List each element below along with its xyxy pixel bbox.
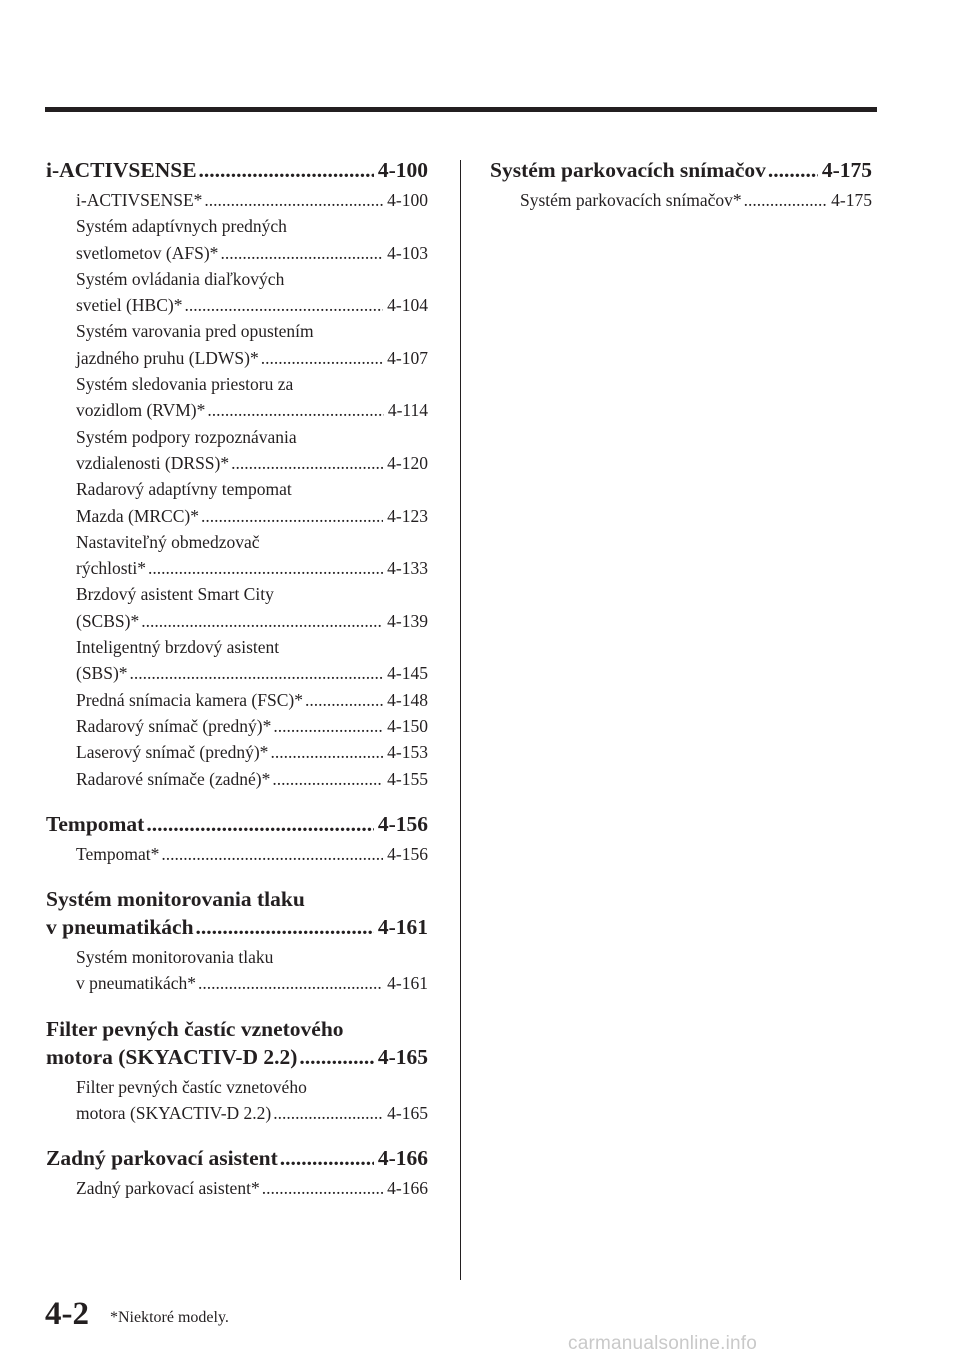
- toc-entry-line: [76, 187, 428, 213]
- toc-section: [46, 1015, 428, 1127]
- subentry-list: [76, 944, 428, 997]
- toc-entry-page: 4-104: [387, 295, 428, 316]
- toc-section: [490, 156, 872, 213]
- column-divider: [460, 160, 461, 1280]
- subentry-list: [76, 841, 428, 867]
- section-heading-text: motora (SKYACTIV-D 2.2): [46, 1044, 298, 1069]
- toc-entry-page: 4-175: [831, 190, 872, 210]
- toc-entry[interactable]: [76, 213, 428, 266]
- toc-entry[interactable]: [76, 187, 428, 213]
- dot-leader: [194, 913, 374, 941]
- toc-entry-text: Systém adaptívnych predných: [76, 216, 287, 237]
- toc-entry-page: 4-156: [387, 843, 428, 864]
- toc-entry-line: [76, 687, 428, 713]
- section-heading[interactable]: [46, 885, 428, 941]
- toc-entry-text: Systém sledovania priestoru za: [76, 374, 294, 395]
- toc-entry-page: 4-107: [387, 347, 428, 368]
- toc-entry-line: [76, 318, 428, 344]
- toc-entry[interactable]: [76, 634, 428, 687]
- section-heading-line: [46, 1144, 428, 1172]
- toc-entry-page: 4-133: [387, 558, 428, 579]
- toc-entry-line: [76, 213, 428, 239]
- toc-section: [46, 156, 428, 792]
- toc-entry-page: 4-114: [387, 400, 428, 421]
- toc-entry-text: (SCBS)*: [76, 610, 140, 631]
- toc-entry-text: Zadný parkovací asistent*: [76, 1178, 260, 1199]
- toc-entry-text: Tempomat*: [76, 843, 160, 864]
- top-rule: [45, 107, 877, 112]
- toc-entry-text: Radarový adaptívny tempomat: [76, 479, 292, 500]
- dot-leader: [196, 970, 383, 996]
- dot-leader: [144, 810, 373, 838]
- footnote: *Niektoré modely.: [110, 1309, 229, 1326]
- toc-entry-page: 4-150: [387, 715, 428, 736]
- toc-entry-page: 4-155: [387, 768, 428, 789]
- section-heading-page: 4-165: [377, 1044, 428, 1069]
- toc-entry[interactable]: [76, 944, 428, 997]
- dot-leader: [271, 1100, 383, 1126]
- toc-entry[interactable]: [76, 424, 428, 477]
- dot-leader: [128, 660, 384, 686]
- toc-entry-line: [76, 713, 428, 739]
- dot-leader: [139, 608, 383, 634]
- section-heading-line: [490, 156, 872, 184]
- toc-entry-text: Predná snímacia kamera (FSC)*: [76, 689, 303, 710]
- toc-entry-line: [76, 944, 428, 970]
- watermark: carmanualsonline.info: [568, 1333, 758, 1354]
- dot-leader: [297, 1043, 373, 1071]
- section-heading-text: Tempomat: [46, 811, 145, 836]
- section-heading-text: v pneumatikách: [46, 915, 194, 940]
- section-heading-line: [46, 1043, 428, 1071]
- toc-entry-text: Filter pevných častíc vznetového: [76, 1076, 307, 1097]
- toc-entry-text: i-ACTIVSENSE*: [76, 190, 203, 210]
- toc-entry[interactable]: [76, 318, 428, 371]
- toc-entry-page: 4-148: [387, 689, 428, 710]
- toc-entry-page: 4-165: [387, 1103, 428, 1124]
- toc-entry[interactable]: [76, 1074, 428, 1127]
- dot-leader: [260, 1175, 383, 1201]
- toc-entry-page: 4-100: [387, 190, 428, 210]
- toc-entry-text: svetlometov (AFS)*: [76, 242, 219, 263]
- section-heading[interactable]: [46, 156, 428, 184]
- dot-leader: [159, 841, 383, 867]
- toc-right-column: [490, 156, 872, 213]
- section-heading-line: [46, 810, 428, 838]
- toc-entry-text: Inteligentný brzdový asistent: [76, 637, 280, 658]
- section-heading-line: [46, 156, 428, 184]
- toc-entry-page: 4-161: [387, 973, 428, 994]
- toc-entry-line: [76, 555, 428, 581]
- section-heading[interactable]: [46, 1144, 428, 1172]
- toc-entry-text: Radarový snímač (predný)*: [76, 715, 272, 736]
- toc-entry-line: [76, 1175, 428, 1201]
- dot-leader: [259, 345, 383, 371]
- dot-leader: [303, 687, 383, 713]
- toc-entry[interactable]: [76, 266, 428, 319]
- toc-entry-text: Systém parkovacích snímačov*: [520, 190, 742, 210]
- dot-leader: [199, 503, 383, 529]
- section-heading-page: 4-100: [377, 158, 428, 182]
- section-heading-text: Systém monitorovania tlaku: [46, 887, 305, 912]
- toc-entry-text: motora (SKYACTIV-D 2.2): [76, 1103, 272, 1124]
- dot-leader: [270, 766, 383, 792]
- dot-leader: [271, 713, 383, 739]
- toc-entry-text: Systém podpory rozpoznávania: [76, 426, 297, 447]
- toc-entry-line: [76, 581, 428, 607]
- toc-entry-line: [76, 503, 428, 529]
- section-heading-page: 4-166: [377, 1146, 428, 1171]
- dot-leader: [146, 555, 383, 581]
- toc-entry-text: v pneumatikách*: [76, 973, 197, 994]
- section-heading-line: [46, 885, 428, 913]
- toc-entry-page: 4-103: [387, 242, 428, 263]
- toc-entry-page: 4-166: [387, 1178, 428, 1199]
- toc-entry-page: 4-139: [387, 610, 428, 631]
- section-heading-text: Zadný parkovací asistent: [46, 1146, 278, 1171]
- toc-entry-text: (SBS)*: [76, 663, 128, 684]
- toc-entry-text: vzdialenosti (DRSS)*: [76, 452, 230, 473]
- toc-entry-line: [76, 450, 428, 476]
- toc-entry-line: [76, 529, 428, 555]
- toc-entry[interactable]: [76, 371, 428, 424]
- toc-entry[interactable]: [76, 581, 428, 634]
- toc-entry-line: [76, 476, 428, 502]
- section-heading-line: [46, 1015, 428, 1043]
- dot-leader: [218, 240, 383, 266]
- subentry-list: [520, 187, 872, 213]
- toc-entry-page: 4-123: [387, 505, 428, 526]
- toc-entry-line: [76, 1100, 428, 1126]
- toc-entry-line: [76, 345, 428, 371]
- toc-entry-text: Systém varovania pred opustením: [76, 321, 314, 342]
- toc-entry-text: Mazda (MRCC)*: [76, 505, 199, 526]
- toc-entry-text: rýchlosti*: [76, 558, 146, 579]
- subentry-list: [76, 1074, 428, 1127]
- dot-leader: [766, 156, 818, 184]
- section-heading-text: Systém parkovacích snímačov: [490, 158, 766, 182]
- dot-leader: [268, 739, 383, 765]
- dot-leader: [205, 397, 383, 423]
- dot-leader: [202, 187, 383, 213]
- toc-entry-text: svetiel (HBC)*: [76, 295, 183, 316]
- section-heading[interactable]: [46, 1015, 428, 1071]
- toc-entry-line: [76, 424, 428, 450]
- toc-entry-text: Nastaviteľný obmedzovač: [76, 531, 260, 552]
- dot-leader: [197, 156, 374, 184]
- toc-entry-line: [76, 970, 428, 996]
- toc-entry[interactable]: [76, 476, 428, 529]
- toc-entry-text: vozidlom (RVM)*: [76, 400, 206, 421]
- section-heading[interactable]: [46, 810, 428, 838]
- toc-section: [46, 810, 428, 867]
- dot-leader: [742, 187, 828, 213]
- toc-entry[interactable]: [76, 687, 428, 713]
- toc-entry-text: Systém monitorovania tlaku: [76, 947, 274, 968]
- toc-entry-line: [76, 292, 428, 318]
- section-heading-page: 4-161: [377, 915, 428, 940]
- toc-left-column: [46, 156, 428, 1202]
- page-number: 4-2: [45, 1296, 89, 1332]
- section-heading-line: [46, 913, 428, 941]
- subentry-list: [76, 1175, 428, 1201]
- toc-entry-line: [76, 739, 428, 765]
- toc-entry[interactable]: [76, 713, 428, 739]
- dot-leader: [278, 1144, 374, 1172]
- toc-entry-text: jazdného pruhu (LDWS)*: [76, 347, 259, 368]
- toc-entry-line: [76, 841, 428, 867]
- toc-entry-line: [520, 187, 872, 213]
- toc-entry[interactable]: [76, 1175, 428, 1201]
- toc-section: [46, 885, 428, 997]
- section-heading-page: 4-156: [377, 811, 428, 836]
- toc-entry-line: [76, 660, 428, 686]
- toc-entry-line: [76, 766, 428, 792]
- toc-entry-line: [76, 240, 428, 266]
- toc-entry[interactable]: [76, 766, 428, 792]
- section-heading-page: 4-175: [821, 158, 872, 182]
- section-heading-text: Filter pevných častíc vznetového: [46, 1016, 344, 1041]
- toc-entry-line: [76, 371, 428, 397]
- section-heading[interactable]: [490, 156, 872, 184]
- toc-entry-line: [76, 634, 428, 660]
- toc-entry[interactable]: [76, 841, 428, 867]
- toc-entry[interactable]: [76, 739, 428, 765]
- toc-entry-text: Systém ovládania diaľkových: [76, 268, 285, 289]
- toc-entry-page: 4-153: [387, 742, 428, 763]
- subentry-list: [76, 187, 428, 792]
- toc-entry-line: [76, 266, 428, 292]
- dot-leader: [182, 292, 383, 318]
- toc-entry-text: Laserový snímač (predný)*: [76, 742, 269, 763]
- dot-leader: [229, 450, 383, 476]
- toc-entry-page: 4-145: [387, 663, 428, 684]
- toc-section: [46, 1144, 428, 1201]
- toc-entry-text: Radarové snímače (zadné)*: [76, 768, 271, 789]
- toc-entry-text: Brzdový asistent Smart City: [76, 584, 274, 605]
- toc-entry-line: [76, 397, 428, 423]
- toc-entry-page: 4-120: [387, 452, 428, 473]
- section-heading-text: i-ACTIVSENSE: [46, 158, 197, 182]
- toc-entry[interactable]: [520, 187, 872, 213]
- toc-entry-line: [76, 1074, 428, 1100]
- toc-entry-line: [76, 608, 428, 634]
- toc-entry[interactable]: [76, 529, 428, 582]
